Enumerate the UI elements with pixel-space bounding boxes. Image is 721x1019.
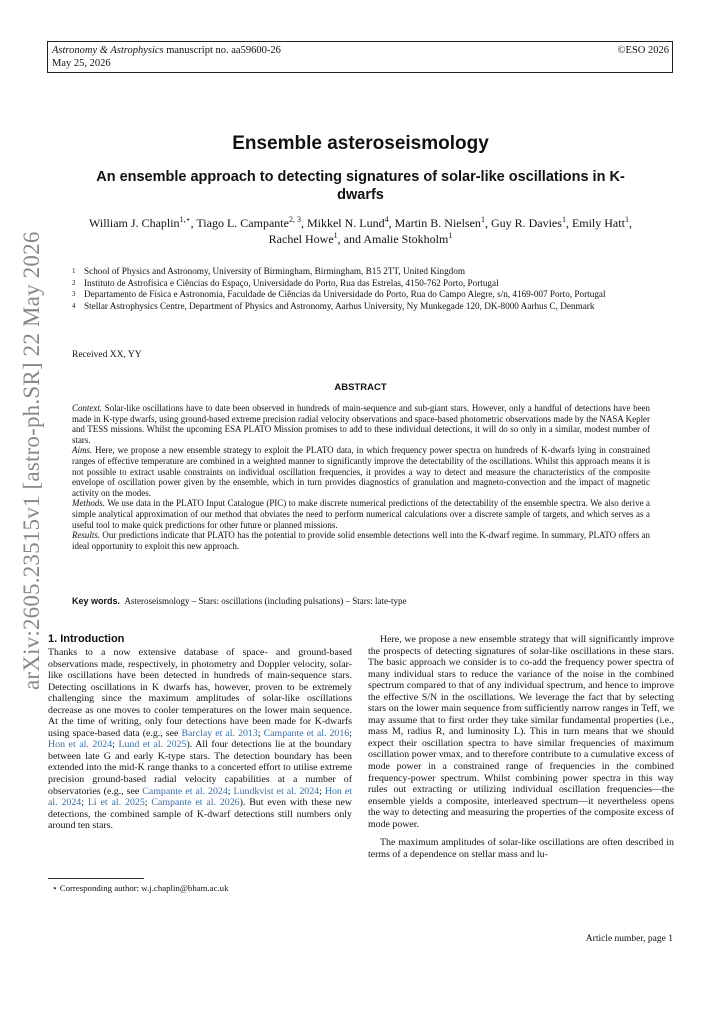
author: Martin B. Nielsen <box>394 216 481 230</box>
abstract-methods <box>72 498 650 530</box>
citation-link[interactable]: Li et al. 2025 <box>87 797 145 809</box>
affiliation-row <box>72 301 672 313</box>
received-date: Received XX, YY <box>72 350 142 360</box>
affiliation-marker: 1 <box>480 215 485 224</box>
citation-link[interactable]: Campante et al. 2024 <box>142 785 228 797</box>
aims-label: Aims. <box>72 445 93 456</box>
keywords <box>72 596 650 606</box>
copyright: ©ESO 2026 <box>617 45 669 56</box>
affiliation-row <box>72 278 672 290</box>
context-label: Context. <box>72 403 103 413</box>
affiliation-number: 1 <box>72 267 76 275</box>
results-text: Our predictions indicate that PLATO has the potential to provide solid ensemble detections well into the K-dwarf regime. In summary, PLATO offers an ideal opportunity to exploit this new approach. <box>72 530 650 551</box>
running-header <box>52 44 281 70</box>
affiliation-marker: 4 <box>384 215 389 224</box>
author: Tiago L. Campante <box>196 216 289 230</box>
methods-text: We use data in the PLATO Input Catalogue (PIC) to make discrete numerical predictions of the detectability of the ensemble spectra. We also derive a simple analytical approximation of our method that obviates the need to perform numerical calculations over a discrete sample of targets, and which serves as a useful tool to make quick predictions for other future or planned missions. <box>72 498 650 530</box>
left-column <box>48 647 352 832</box>
abstract-context <box>72 403 650 445</box>
abstract-body <box>72 403 650 551</box>
citation-link[interactable]: Hon et al. 2024 <box>48 739 113 751</box>
paper-subtitle: An ensemble approach to detecting signatures of solar-like oscillations in K-dwarfs <box>96 169 625 203</box>
abstract-results <box>72 530 650 551</box>
affiliation-marker: 1 <box>448 231 453 240</box>
intro-paragraph: Here, we propose a new ensemble strategy that will significantly improve the prospects of detecting signatures of solar-like oscillations in these stars. The basic approach we consider is to co-add the frequency power spectra of many individual stars to reduce the variance of the noise in the combined spectrum compared to that of any individual spectrum, and hence to improve the effective S/N in the oscillations. We leverage the fact that by selecting stars on the lower main sequence from sufficiently narrow ranges in Teff, we may assume that to first order they take similar fundamental properties (i.e., mass M, radius R, and luminosity L). This in turn means that we should expect their oscillation spectra to have similar frequencies of maximum oscillation power νmax, and to therefore contribute to a cumulative excess of mode power in a constrained range of frequencies in the combined frequency-power spectrum. Whilst combining power spectra in this way rules out extracting or utilizing individual oscillation frequencies—the ensemble yields a composite, interleaved spectrum—it nevertheless opens the way to detecting and measuring the properties of the composite excess of mode power. <box>368 634 674 830</box>
context-text: Solar-like oscillations have to date been observed in hundreds of main-sequence and sub-giant stars. However, only a handful of detections have been made in K-type dwarfs, using ground-based extreme precision radial velocity observations and space-based photometric observations made by the NASA Kepler and TESS missions. Whilst the upcoming ESA PLATO Mission promises to add to these individual detections, it will do so only in a similar, modest number of stars. <box>72 403 650 445</box>
journal-name: Astronomy & Astrophysics <box>52 45 164 56</box>
intro-paragraph: Thanks to a now extensive database of space- and ground-based observations made, respectively, in photometry and Doppler velocity, solar-like oscillations have been detected in hundreds of main-sequence stars. Detecting oscillations in K dwarfs has, however, proven to be extremely challenging since the maximum amplitudes of solar-like oscillations decrease as one moves to cooler temperatures on the lower main sequence. At the time of writing, only four detections have been made for K-dwarfs using space-based data (e.g., see Barclay et al. 2013; Campante et al. 2016; Hon et al. 2024; Lund et al. 2025). All four detections lie at the boundary between late G and early K-type stars. The detection boundary has been extended into the mid-K range thanks to a concerted effort to utilise extreme precision ground-based radial velocity capabilities at a number of observatories (e.g., see Campante et al. 2024; Lundkvist et al. 2024; Hon et al. 2024; Li et al. 2025; Campante et al. 2026). But even with these new detections, the combined sample of K-dwarf detections still numbers only around ten stars. <box>48 647 352 832</box>
author: Mikkel N. Lund <box>306 216 385 230</box>
affiliation-number: 2 <box>72 278 76 287</box>
citation-link[interactable]: Hon et al. 2024 <box>48 785 352 809</box>
manuscript-number: manuscript no. aa59600-26 <box>163 45 281 56</box>
author: Amalie Stokholm <box>363 232 449 246</box>
affiliation-marker: 2, 3 <box>288 215 301 224</box>
affiliation-marker: 1 <box>561 215 566 224</box>
affiliation-text: Stellar Astrophysics Centre, Department of Physics and Astronomy, Aarhus University, Ny Munkegade 120, DK-8000 Aarhus C, Denmark <box>84 300 595 311</box>
author: Guy R. Davies <box>490 216 562 230</box>
intro-paragraph: The maximum amplitudes of solar-like oscillations are often described in terms of a dependence on stellar mass and lu- <box>368 837 674 860</box>
affiliation-row <box>72 289 672 301</box>
page-footer: Article number, page 1 <box>585 934 673 944</box>
citation-link[interactable]: Lund et al. 2025 <box>118 739 187 751</box>
affiliation-row <box>72 266 672 278</box>
affiliation-marker: 1 <box>624 215 629 224</box>
author: William J. Chaplin <box>89 216 180 230</box>
section-heading: 1. Introduction <box>48 633 125 645</box>
affiliations <box>72 266 672 312</box>
affiliation-number: 4 <box>72 301 76 310</box>
aims-text: Here, we propose a new ensemble strategy to exploit the PLATO data, in which frequency power spectra on hundreds of K-dwarfs lying in constrained ranges of effective temperature are combined in a weighted manner to significantly improve the detectability of the oscillations. Whilst this approach means it is not possible to extract usable constraints on individual oscillation frequencies, it provides a way to detect and measure the characteristics of the composite envelope of oscillation power given by the ensemble, which in turn provides diagnostics of granulation and magneto-convection and the impact of magnetic activity on the modes. <box>72 445 650 498</box>
intro-text: ). But even with these new detections, the combined sample of K-dwarf detections still numbers only around ten stars. <box>48 797 352 832</box>
citation-link[interactable]: Lundkvist et al. 2024 <box>233 785 320 797</box>
affiliation-text: Departamento de Física e Astronomia, Faculdade de Ciências da Universidade do Porto, Rua do Campo Alegre, s/n, 4169-007 Porto, Portugal <box>84 289 606 299</box>
affiliation-marker: 1,⋆ <box>179 215 191 224</box>
citation-link[interactable]: Campante et al. 2016 <box>263 727 350 739</box>
footnote: ⋆ Corresponding author: w.j.chaplin@bham.ac.uk <box>52 883 229 893</box>
author-list: William J. Chaplin$^{1,⋆}$, Tiago L. Campante$^{2, 3}$, Mikkel N. Lund$^4$, Martin B. Nielsen$^1$, Guy R. Davies$^1$, Emily Hatt$^1$, Rachel Howe$^1$, and Amalie Stokholm$^1$ <box>89 215 632 246</box>
keywords-label: Key words. <box>72 596 121 606</box>
footnote-rule <box>48 878 144 879</box>
abstract-heading: ABSTRACT <box>334 382 387 393</box>
arxiv-stamp[interactable]: arXiv:2605.23515v1 [astro-ph.SR] 22 May 2026 <box>19 231 44 690</box>
abstract-aims <box>72 445 650 498</box>
keywords-text: Asteroseismology – Stars: oscillations (including pulsations) – Stars: late-type <box>124 596 407 606</box>
affiliation-text: Instituto de Astrofísica e Ciências do Espaço, Universidade do Porto, Rua das Estrelas, 4150-762 Porto, Portugal <box>84 277 499 288</box>
citation-link[interactable]: Barclay et al. 2013 <box>181 727 258 739</box>
author: Rachel Howe <box>268 232 334 246</box>
paper-title: Ensemble asteroseismology <box>232 133 489 154</box>
intro-text: Thanks to a now extensive database of space- and ground-based observations made, respectively, in photometry and Doppler velocity, solar-like oscillations have been detected in hundreds of main-sequence stars. Detecting oscillations in K dwarfs has, however, proven to be extremely challenging since the maximum amplitudes of solar-like oscillations decrease as one moves to cooler temperatures on the lower main sequence. At the time of writing, only four detections have been made for K-dwarfs using space-based data (e.g., see <box>48 647 352 739</box>
results-label: Results. <box>72 530 101 541</box>
intro-text: ). All four detections lie at the boundary between late G and early K-type stars. The detection boundary has been extended into the mid-K range thanks to a concerted effort to utilise extreme precision ground-based radial velocity capabilities at a number of observatories (e.g., see <box>48 739 352 797</box>
affiliation-number: 3 <box>72 290 76 298</box>
methods-label: Methods. <box>72 498 106 509</box>
header-date: May 25, 2026 <box>52 58 111 69</box>
author: Emily Hatt <box>571 216 625 230</box>
right-column <box>368 634 674 860</box>
affiliation-text: School of Physics and Astronomy, University of Birmingham, Birmingham, B15 2TT, United Kingdom <box>84 266 466 276</box>
affiliation-marker: 1 <box>333 231 338 240</box>
citation-link[interactable]: Campante et al. 2026 <box>151 797 240 809</box>
